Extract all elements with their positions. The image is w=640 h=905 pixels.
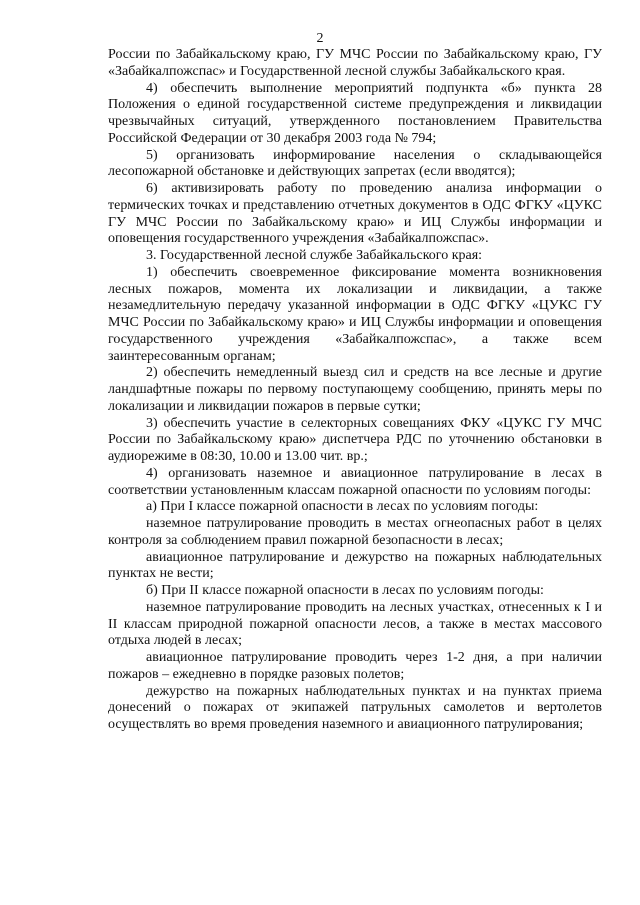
paragraph: 1) обеспечить своевременное фиксирование момента возникновения лесных пожаров, момента их локализации и ликвидации, а также незамедлительную передачу указанной информации в ОДС ФГКУ «ЦУКС ГУ МЧС России по Забайкальскому краю» и ИЦ Службы информации и оповещения государственного учреждения «Забайкалпожспас», а также всем заинтересованным органам; <box>108 264 602 364</box>
paragraph: 2) обеспечить немедленный выезд сил и средств на все лесные и другие ландшафтные пожары по первому поступающему сообщению, принять меры по локализации и ликвидации пожаров в первые сутки; <box>108 365 602 414</box>
subsection-heading: а) При I классе пожарной опасности в лесах по условиям погоды: <box>146 499 539 515</box>
paragraph: России по Забайкальскому краю, ГУ МЧС России по Забайкальскому краю, ГУ «Забайкалпожспас» и Государственной лесной службы Забайкальского края. <box>108 47 602 79</box>
subsection-heading: б) При II классе пожарной опасности в лесах по условиям погоды: <box>146 583 544 598</box>
page-number: 2 <box>316 31 324 46</box>
section-heading: 3. Государственной лесной службе Забайкальского края: <box>146 248 483 263</box>
paragraph: 5) организовать информирование населения о складывающейся лесопожарной обстановке и действующих запретах (если вводятся); <box>108 147 602 180</box>
paragraph: 6) активизировать работу по проведению анализа информации о термических точках и представлению отчетных документов в ОДС ФГКУ «ЦУКС ГУ МЧС России по Забайкальскому краю» и ИЦ Службы информации и оповещения государственного учреждения «Забайкалпожспас». <box>108 181 602 247</box>
paragraph: наземное патрулирование проводить в местах огнеопасных работ в целях контроля за соблюдением правил пожарной безопасности в лесах; <box>108 516 602 548</box>
paragraph: дежурство на пожарных наблюдательных пунктах и на пунктах приема донесений о пожарах от экипажей патрульных самолетов и вертолетов осуществлять во время проведения наземного и авиационного патрулирования; <box>108 683 602 732</box>
paragraph: 3) обеспечить участие в селекторных совещаниях ФКУ «ЦУКС ГУ МЧС России по Забайкальскому краю» диспетчера РДС по уточнению обстановки в аудиорежиме в 08:30, 10.00 и 13.00 чит. вр.; <box>108 415 602 464</box>
paragraph: авиационное патрулирование проводить через 1-2 дня, а при наличии пожаров – ежедневно в порядке разовых полетов; <box>108 650 602 682</box>
paragraph: авиационное патрулирование и дежурство на пожарных наблюдательных пунктах не вести; <box>108 549 602 582</box>
paragraph: 4) организовать наземное и авиационное патрулирование в лесах в соответствии установленным классам пожарной опасности по условиям погоды: <box>108 465 602 498</box>
paragraph: наземное патрулирование проводить на лесных участках, отнесенных к I и II классам природной пожарной опасности лесов, а также в местах массового отдыха людей в лесах; <box>108 599 602 649</box>
paragraph: 4) обеспечить выполнение мероприятий подпункта «б» пункта 28 Положения о единой государственной системе предупреждения и ликвидации чрезвычайных ситуаций, утвержденного постановлением Правительства Российской Федерации от 30 декабря 2003 года № 794; <box>108 80 602 146</box>
document-body <box>108 47 602 734</box>
